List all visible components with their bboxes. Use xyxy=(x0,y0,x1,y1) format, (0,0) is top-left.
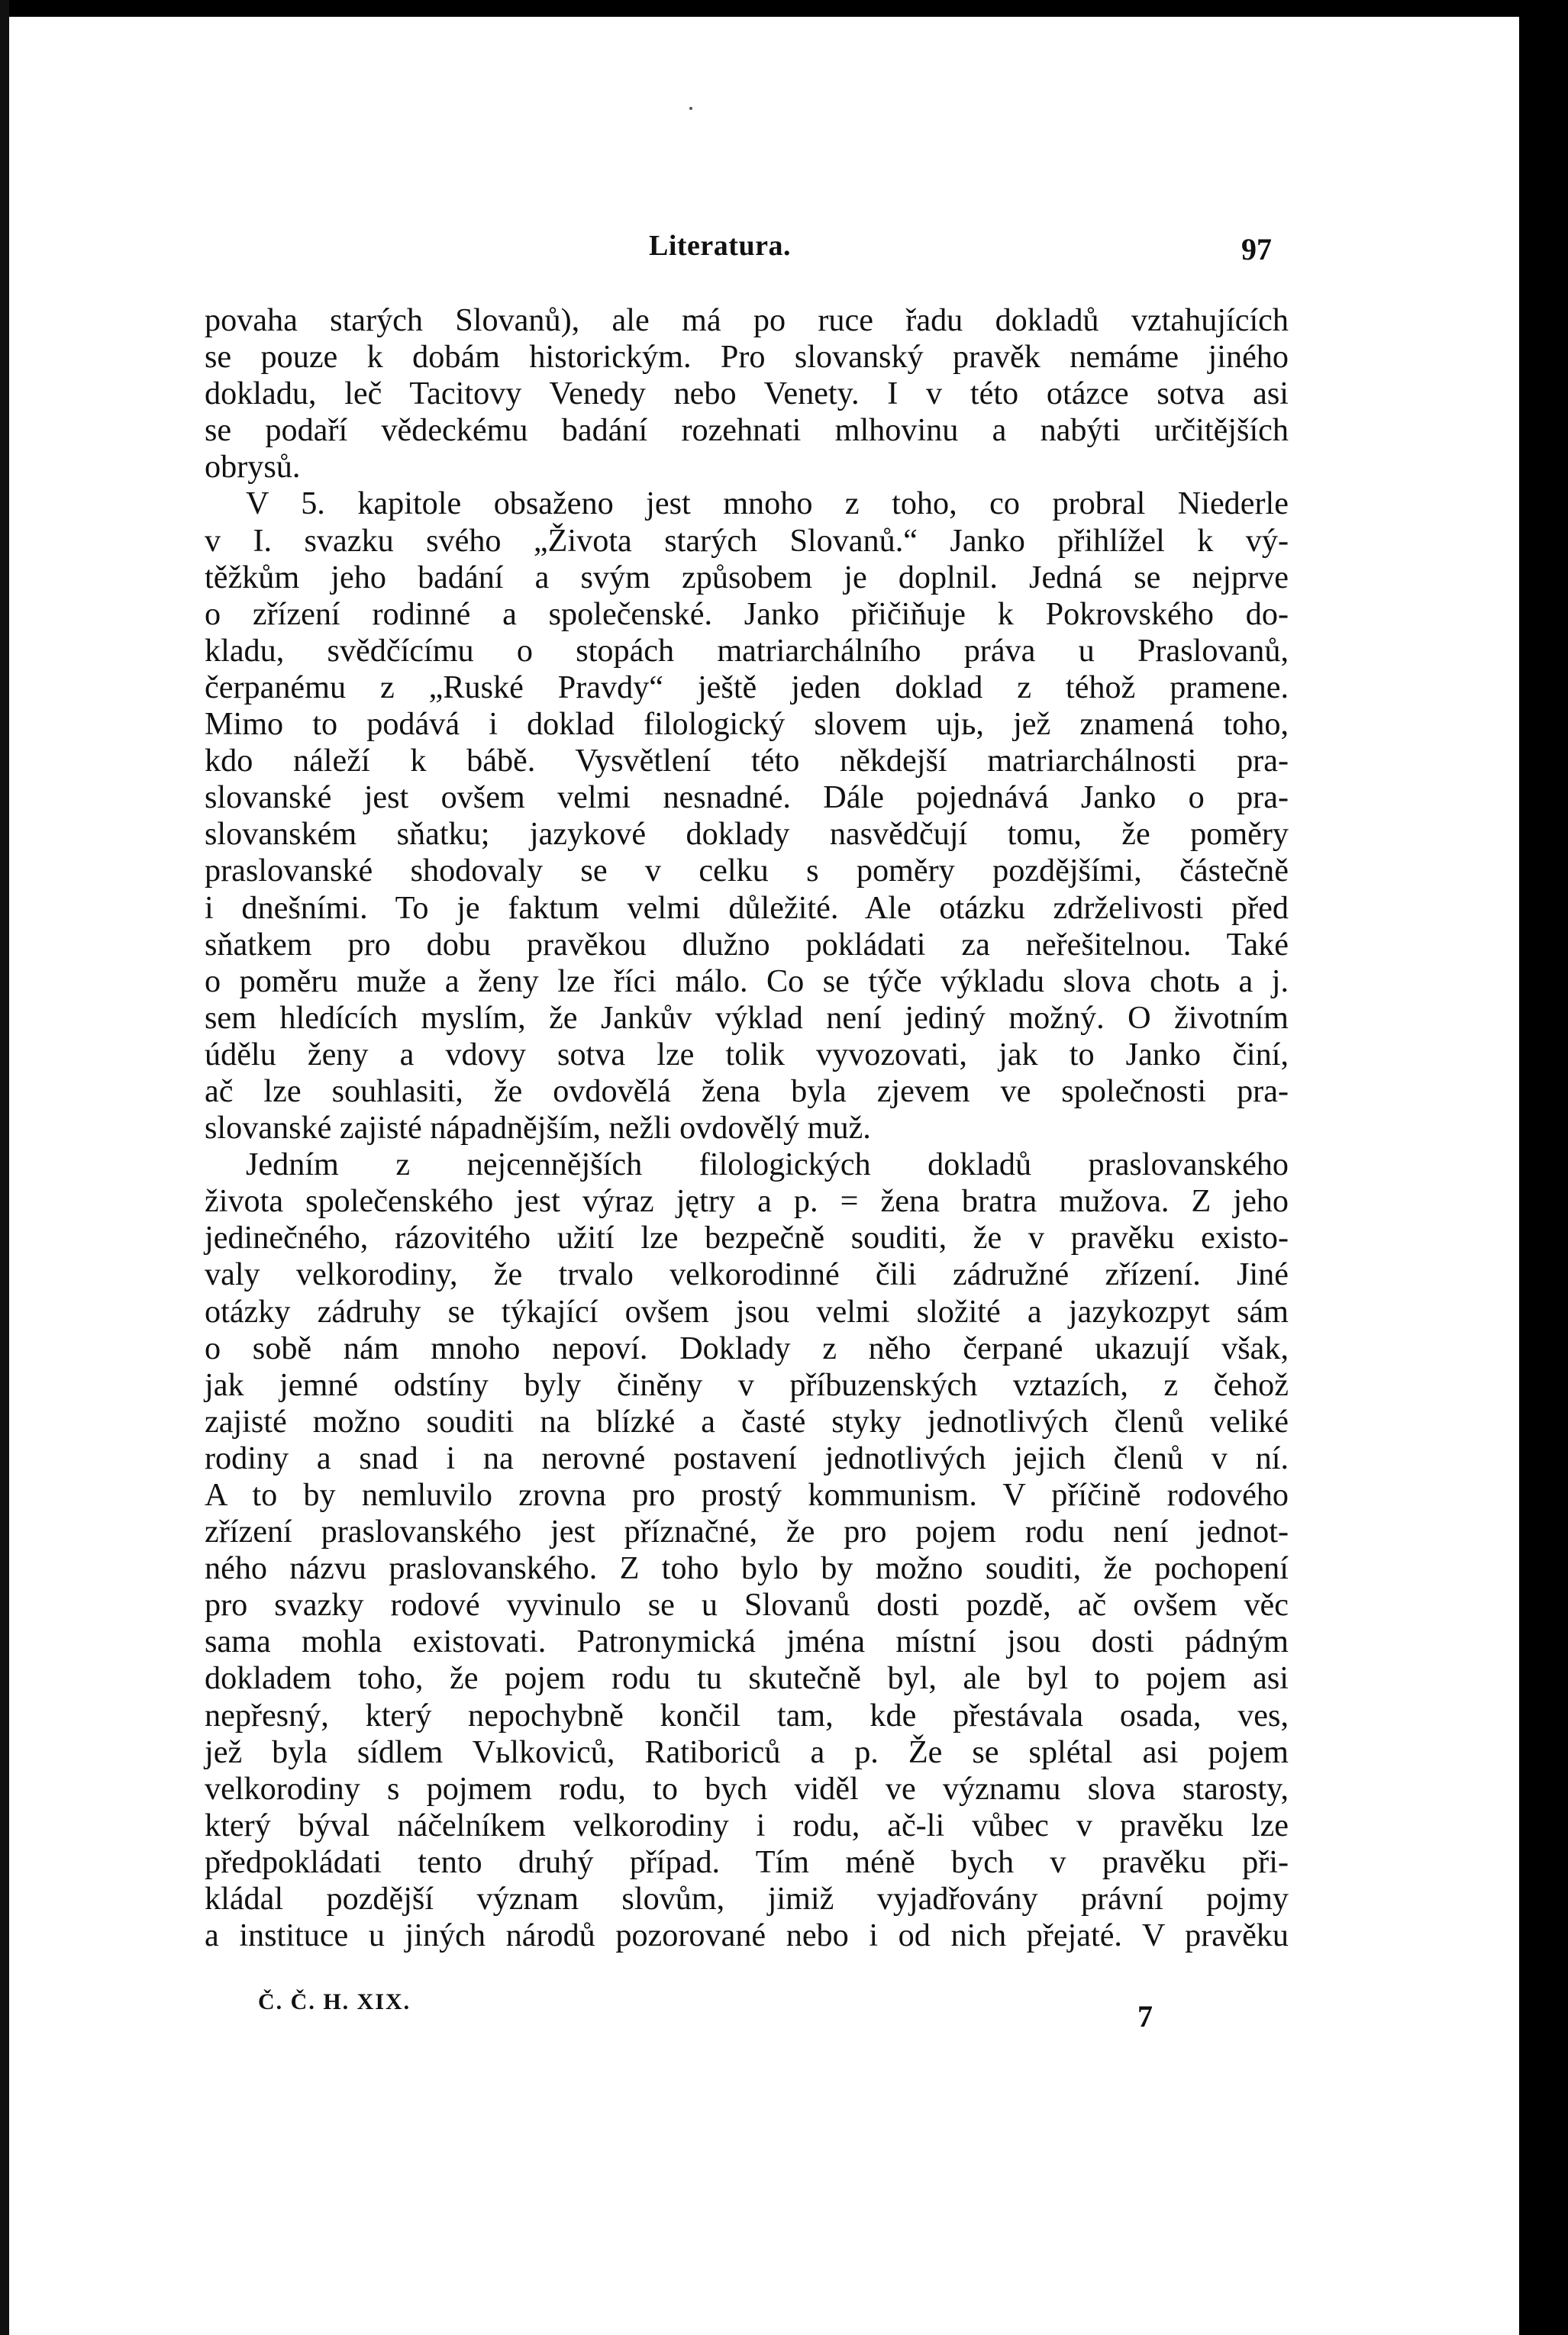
text-line: života společenského jest výraz jętry a p. = žena bratra mužova. Z jeho xyxy=(205,1183,1289,1220)
text-line: se pouze k dobám historickým. Pro slovanský pravěk nemáme jiného xyxy=(205,339,1289,376)
text-line: čerpanému z „Ruské Pravdy“ ještě jeden doklad z téhož pramene. xyxy=(205,669,1289,705)
text-line: kdo náleží k bábě. Vysvětlení této někdejší matriarchálnosti pra- xyxy=(205,743,1289,779)
running-title: Literatura. xyxy=(649,230,791,262)
text-line: dokladem toho, že pojem rodu tu skutečně byl, ale byl to pojem asi xyxy=(205,1660,1289,1697)
scan-left-edge xyxy=(0,0,9,2335)
scan-speck xyxy=(689,107,692,110)
sheet-number: 7 xyxy=(1137,1999,1153,2033)
text-line: Jedním z nejcennějších filologických dokladů praslovanského xyxy=(246,1147,1289,1183)
text-line: velkorodiny s pojmem rodu, to bych viděl ve významu slova starosty, xyxy=(205,1770,1289,1807)
text-line: ného názvu praslovanského. Z toho bylo by možno souditi, že pochopení xyxy=(205,1550,1289,1587)
text-line: údělu ženy a vdovy sotva lze tolik vyvozovati, jak to Janko činí, xyxy=(205,1036,1289,1072)
text-line: pro svazky rodové vyvinulo se u Slovanů dosti pozdě, ač ovšem věc xyxy=(205,1587,1289,1624)
text-line: obrysů. xyxy=(205,449,301,485)
text-line: ač lze souhlasiti, že ovdovělá žena byla zjevem ve společnosti pra- xyxy=(205,1072,1289,1109)
body-text xyxy=(205,302,1289,1954)
text-line: předpokládati tento druhý případ. Tím méně bych v pravěku při- xyxy=(205,1843,1289,1880)
text-line: o sobě nám mnoho nepoví. Doklady z něho čerpané ukazují však, xyxy=(205,1330,1289,1366)
text-line: zajisté možno souditi na blízké a časté styky jednotlivých členů veliké xyxy=(205,1403,1289,1440)
text-line: se podaří vědeckému badání rozehnati mlhovinu a nabýti určitějších xyxy=(205,412,1289,449)
text-line: sama mohla existovati. Patronymická jména místní jsou dosti pádným xyxy=(205,1624,1289,1660)
text-line: jedinečného, rázovitého užití lze bezpečně souditi, že v pravěku existo- xyxy=(205,1220,1289,1256)
text-line: otázky zádruhy se týkající ovšem jsou velmi složité a jazykozpyt sám xyxy=(205,1293,1289,1330)
text-line: jak jemné odstíny byly činěny v příbuzenských vztazích, z čehož xyxy=(205,1366,1289,1403)
text-line: jež byla sídlem Vьlkoviců, Ratiboriců a p. Že se splétal asi pojem xyxy=(205,1734,1289,1770)
text-line: povaha starých Slovanů), ale má po ruce řadu dokladů vztahujících xyxy=(205,302,1289,338)
text-line: slovanské jest ovšem velmi nesnadné. Dále pojednává Janko o pra- xyxy=(205,779,1289,816)
text-line: rodiny a snad i na nerovné postavení jednotlivých jejich členů v ní. xyxy=(205,1440,1289,1476)
text-line: sňatkem pro dobu pravěkou dlužno pokládati za neřešitelnou. Také xyxy=(205,926,1289,963)
text-line: slovanském sňatku; jazykové doklady nasvědčují tomu, že poměry xyxy=(205,816,1289,853)
text-line: a instituce u jiných národů pozorované nebo i od nich přejaté. V pravěku xyxy=(205,1917,1289,1954)
text-line: praslovanské shodovaly se v celku s poměry pozdějšími, částečně xyxy=(205,853,1289,889)
scan-right-edge xyxy=(1519,0,1568,2335)
text-line: V 5. kapitole obsaženo jest mnoho z toho, co probral Niederle xyxy=(246,485,1289,522)
text-line: zřízení praslovanského jest příznačné, že pro pojem rodu není jednot- xyxy=(205,1514,1289,1550)
text-line: v I. svazku svého „Života starých Slovanů.“ Janko přihlížel k vý- xyxy=(205,522,1289,559)
text-line: těžkům jeho badání a svým způsobem je doplnil. Jedná se nejprve xyxy=(205,559,1289,595)
text-line: o zřízení rodinné a společenské. Janko přičiňuje k Pokrovského do- xyxy=(205,595,1289,632)
printer-signature: Č. Č. H. XIX. xyxy=(258,1989,411,2014)
text-line: A to by nemluvilo zrovna pro prostý kommunism. V příčině rodového xyxy=(205,1477,1289,1513)
text-line: nepřesný, který nepochybně končil tam, kde přestávala osada, ves, xyxy=(205,1697,1289,1734)
page-number: 97 xyxy=(1241,232,1272,266)
text-line: i dnešními. To je faktum velmi důležité. Ale otázku zdrželivosti před xyxy=(205,889,1289,926)
text-line: dokladu, leč Tacitovy Venedy nebo Venety. I v této otázce sotva asi xyxy=(205,376,1289,412)
text-line: Mimo to podává i doklad filologický slovem ujь, jež znamená toho, xyxy=(205,706,1289,743)
text-line: slovanské zajisté nápadnějším, nežli ovdovělý muž. xyxy=(205,1110,871,1147)
text-line: kladu, svědčícímu o stopách matriarchálního práva u Praslovanů, xyxy=(205,632,1289,669)
text-line: sem hledících myslím, že Jankův výklad není jediný možný. O životním xyxy=(205,999,1289,1036)
text-line: valy velkorodiny, že trvalo velkorodinné čili zádružné zřízení. Jiné xyxy=(205,1256,1289,1293)
text-line: o poměru muže a ženy lze říci málo. Co se týče výkladu slova chotь a j. xyxy=(205,963,1289,999)
text-line: který býval náčelníkem velkorodiny i rodu, ač-li vůbec v pravěku lze xyxy=(205,1807,1289,1843)
text-line: kládal pozdější význam slovům, jimiž vyjadřovány právní pojmy xyxy=(205,1881,1289,1917)
